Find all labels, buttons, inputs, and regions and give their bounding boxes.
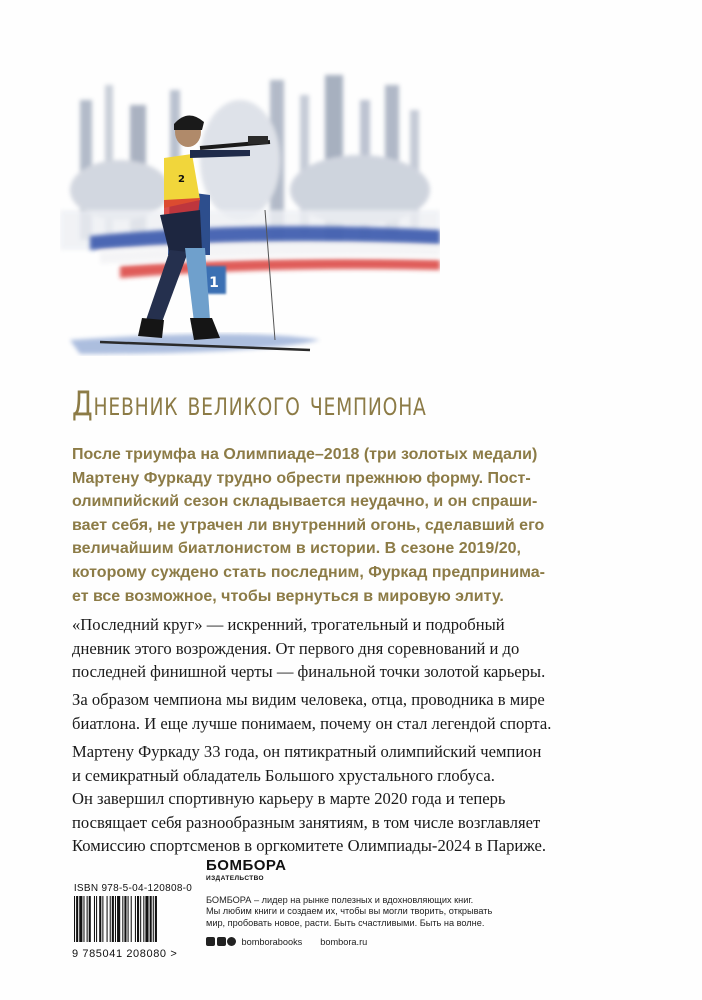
barcode-bar xyxy=(135,896,136,942)
barcode-bar xyxy=(102,896,103,942)
body-line: биатлона. И еще лучше понимаем, почему он стал легендой спорта. xyxy=(72,713,552,733)
barcode-lead-digit: 9 xyxy=(72,948,79,960)
barcode-bar xyxy=(110,896,111,942)
publisher-site: bombora.ru xyxy=(320,936,368,947)
publisher-logo: БОМБОРА xyxy=(206,857,287,874)
barcode-bar xyxy=(79,896,82,942)
barcode-bar xyxy=(89,896,91,942)
barcode-bar xyxy=(94,896,95,942)
publisher-description-line: мир, пробовать новое, расти. Быть счастливыми. Быть на волне. xyxy=(206,917,485,928)
svg-text:2: 2 xyxy=(178,174,185,185)
body-line: «Последний круг» — искренний, трогательный и подробный xyxy=(72,615,505,634)
barcode-bar xyxy=(155,896,157,942)
barcode-bar xyxy=(99,896,101,942)
lead-line: вает себя, не утрачен ли внутренний огонь, сделавший его xyxy=(72,516,545,534)
barcode-bar xyxy=(131,896,132,942)
body-line: посвящает себя разнообразным занятиям, в том числе возглавляет xyxy=(72,812,541,832)
barcode-bar xyxy=(115,896,116,942)
barcode-digits xyxy=(72,948,194,960)
body-line: Мартену Фуркаду 33 года, он пятикратный олимпийский чемпион xyxy=(72,742,542,761)
barcode-bar xyxy=(124,896,126,942)
lead-line: которому суждено стать последним, Фуркад предпринима- xyxy=(72,563,545,581)
biathlete-illustration xyxy=(60,70,440,370)
body-line: Комиссию спортсменов в оргкомитете Олимпиады-2024 в Париже. xyxy=(72,836,547,855)
vk-icon xyxy=(217,937,226,946)
facebook-icon xyxy=(206,937,215,946)
barcode xyxy=(72,883,194,959)
body-line: Он завершил спортивную карьеру в марте 2020 года и теперь xyxy=(72,789,506,808)
barcode-bar xyxy=(122,896,123,942)
publisher-description xyxy=(206,895,656,929)
lead-line: олимпийский сезон складывается неудачно, и он спраши- xyxy=(72,493,538,511)
barcode-bar xyxy=(107,896,108,942)
barcode-number: 785041 208080 xyxy=(82,948,167,960)
isbn-text: ISBN 978-5-04-120808-0 xyxy=(73,883,193,894)
barcode-bar xyxy=(128,896,129,942)
barcode-bar xyxy=(143,896,144,942)
publisher-handle: bomborabooks xyxy=(241,936,303,947)
barcode-end-mark: > xyxy=(170,948,178,960)
body-paragraph-1 xyxy=(72,613,652,684)
barcode-bar xyxy=(140,896,141,942)
lead-line: величайшим биатлонистом в истории. В сезоне 2019/20, xyxy=(72,540,521,558)
lead-line: Мартену Фуркаду трудно обрести прежнюю форму. Пост- xyxy=(72,469,531,487)
body-paragraph-2 xyxy=(72,688,652,735)
body-line: За образом чемпиона мы видим человека, отца, проводника в мире xyxy=(72,690,545,709)
publisher-description-line: БОМБОРА – лидер на рынке полезных и вдохновляющих книг. xyxy=(206,895,474,905)
barcode-bar xyxy=(137,896,139,942)
svg-text:1: 1 xyxy=(209,275,219,291)
barcode-bar xyxy=(87,896,88,942)
body-line: последней финишной черты — финальной точки золотой карьеры. xyxy=(72,662,546,681)
barcode-bar xyxy=(145,896,148,942)
publisher-links xyxy=(206,937,656,947)
barcode-bar xyxy=(117,896,120,942)
body-paragraph-3 xyxy=(72,740,652,858)
barcode-bar xyxy=(83,896,84,942)
barcode-bar xyxy=(150,896,152,942)
barcode-bar xyxy=(153,896,154,942)
publisher-block xyxy=(206,858,656,947)
barcode-bar xyxy=(112,896,114,942)
lead-paragraph xyxy=(72,443,652,608)
body-line: и семикратный обладатель Большого хрустального глобуса. xyxy=(72,765,495,785)
barcode-bar xyxy=(76,896,78,942)
page-title: Дневник великого чемпиона xyxy=(72,384,427,424)
instagram-icon xyxy=(227,937,236,946)
flag-banner xyxy=(90,226,440,278)
lead-line: ет все возможное, чтобы вернуться в мировую элиту. xyxy=(72,587,504,605)
lead-line: После триумфа на Олимпиаде–2018 (три золотых медали) xyxy=(72,446,538,463)
barcode-bar xyxy=(74,896,75,942)
publisher-description-line: Мы любим книги и создаем их, чтобы вы могли творить, открывать xyxy=(206,906,493,917)
publisher-logo-subtitle: ИЗДАТЕЛЬСТВО xyxy=(206,875,265,882)
barcode-bar xyxy=(96,896,97,942)
barcode-bars xyxy=(72,894,194,944)
body-line: дневник этого возрождения. От первого дня соревнований и до xyxy=(72,638,520,658)
